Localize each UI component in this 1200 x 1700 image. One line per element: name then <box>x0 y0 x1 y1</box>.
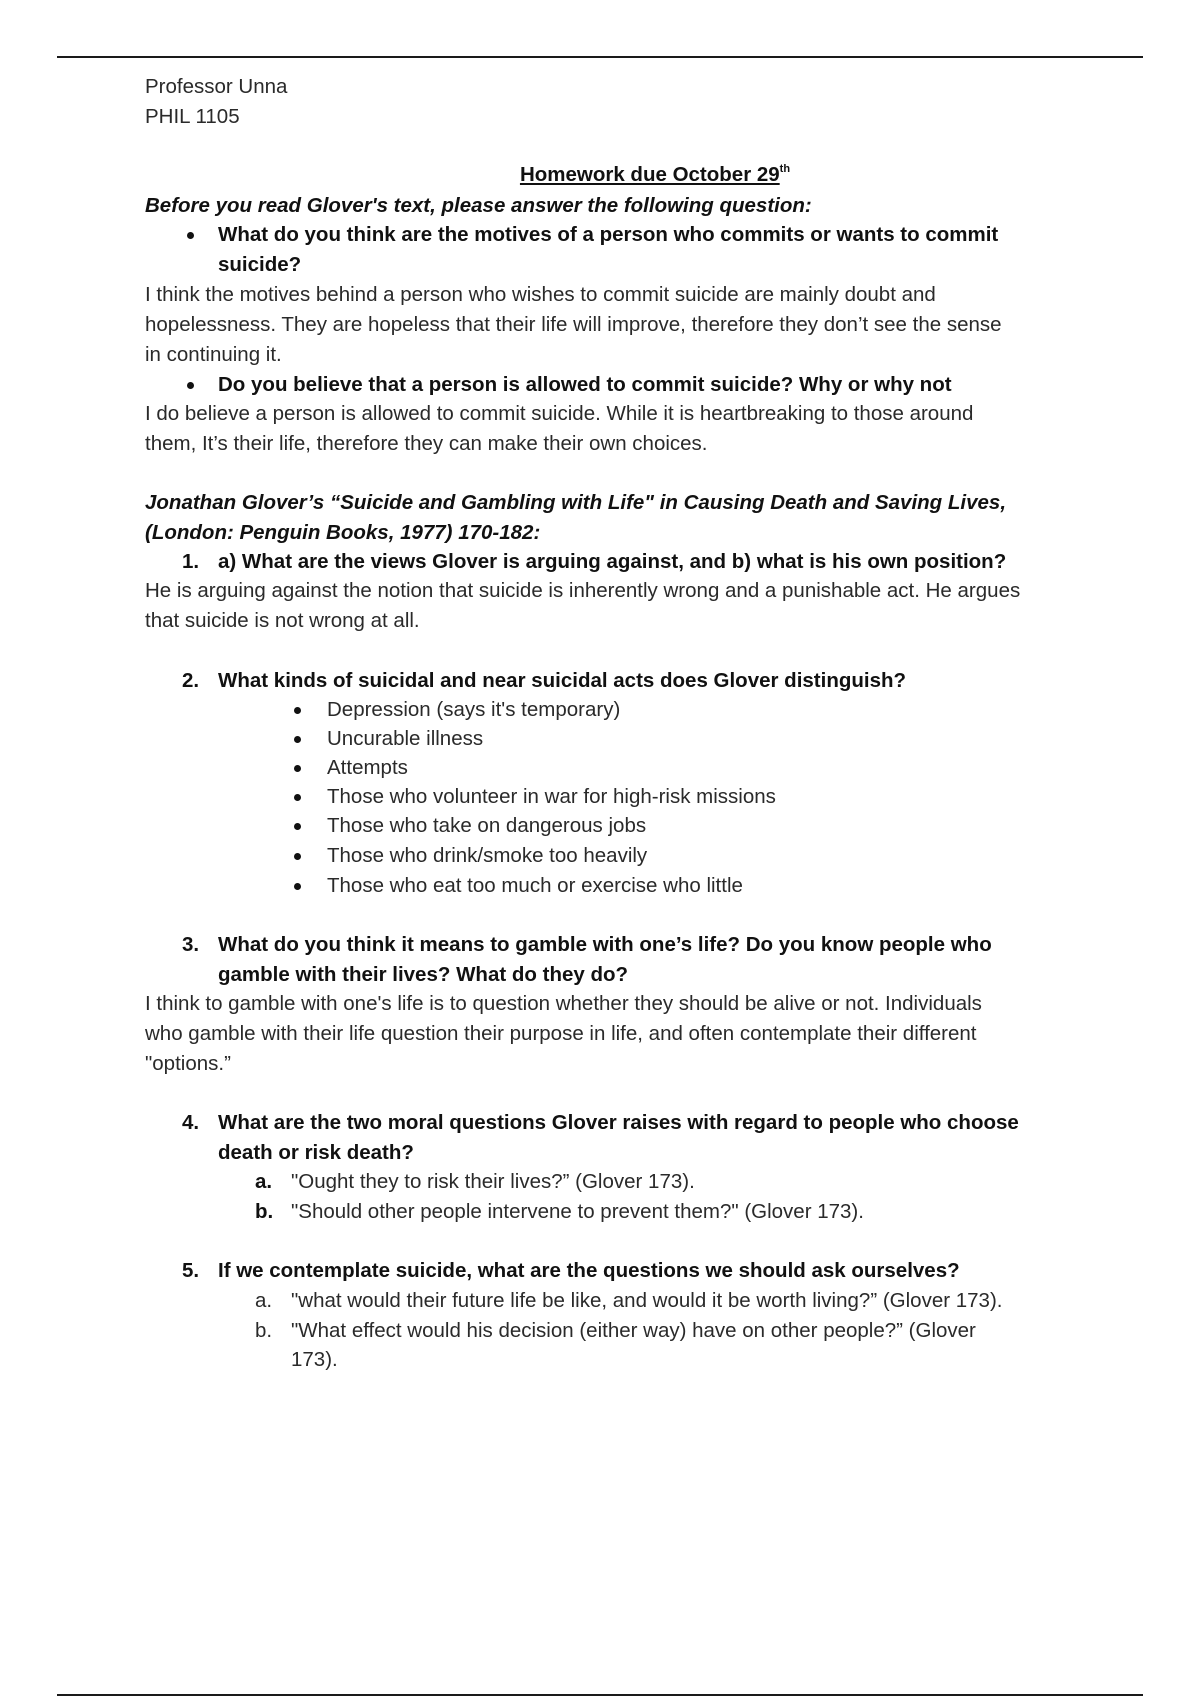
question-1-text: a) What are the views Glover is arguing against, and b) what is his own position? <box>218 550 1007 573</box>
list-item: Depression (says it's temporary) <box>327 698 621 721</box>
bullet-icon <box>294 883 301 890</box>
answer-3-line1: I think to gamble with one's life is to question whether they should be alive or not. Individuals <box>145 992 982 1015</box>
question-5-number: 5. <box>182 1259 200 1282</box>
pre-answer-1-line1: I think the motives behind a person who wishes to commit suicide are mainly doubt and <box>145 283 936 306</box>
bullet-icon <box>294 853 301 860</box>
reading-citation-line2: (London: Penguin Books, 1977) 170-182: <box>145 521 541 544</box>
answer-3-line2: who gamble with their life question their purpose in life, and often contemplate their different <box>145 1022 977 1045</box>
top-rule <box>57 56 1143 58</box>
sub-label-b: b. <box>255 1200 274 1223</box>
sub-label-a: a. <box>255 1289 273 1312</box>
question-2-number: 2. <box>182 669 200 692</box>
list-item: Those who volunteer in war for high-risk missions <box>327 785 776 808</box>
sub-item: "Should other people intervene to prevent them?" (Glover 173). <box>291 1200 864 1223</box>
list-item: Those who drink/smoke too heavily <box>327 844 648 867</box>
bottom-rule <box>57 1694 1143 1696</box>
sub-item: "What effect would his decision (either way) have on other people?” (Glover <box>291 1319 976 1342</box>
question-4-line1: What are the two moral questions Glover raises with regard to people who choose <box>218 1111 1019 1134</box>
answer-1-line1: He is arguing against the notion that suicide is inherently wrong and a punishable act. He argues <box>145 579 1021 602</box>
sub-item: "Ought they to risk their lives?” (Glover 173). <box>291 1170 695 1193</box>
question-5-text: If we contemplate suicide, what are the questions we should ask ourselves? <box>218 1259 960 1282</box>
pre-answer-1-line3: in continuing it. <box>145 343 282 366</box>
sub-item: "what would their future life be like, and would it be worth living?” (Glover 173). <box>291 1289 1003 1312</box>
pre-answer-2-line2: them, It’s their life, therefore they can make their own choices. <box>145 432 708 455</box>
question-2-text: What kinds of suicidal and near suicidal acts does Glover distinguish? <box>218 669 907 692</box>
course-code: PHIL 1105 <box>145 105 240 128</box>
pre-question-2: Do you believe that a person is allowed to commit suicide? Why or why not <box>218 373 952 396</box>
pre-reading-prompt: Before you read Glover's text, please answer the following question: <box>145 194 812 217</box>
question-3-number: 3. <box>182 933 200 956</box>
pre-answer-1-line2: hopelessness. They are hopeless that their life will improve, therefore they don’t see the sense <box>145 313 1002 336</box>
question-1-number: 1. <box>182 550 200 573</box>
sub-label-a: a. <box>255 1170 273 1193</box>
reading-citation-line1: Jonathan Glover’s “Suicide and Gambling with Life" in Causing Death and Saving Lives, <box>145 491 1007 514</box>
list-item: Attempts <box>327 756 408 779</box>
answer-1-line2: that suicide is not wrong at all. <box>145 609 420 632</box>
sub-label-b: b. <box>255 1319 273 1342</box>
list-item: Those who take on dangerous jobs <box>327 814 647 837</box>
page-title <box>145 160 1105 190</box>
title-superscript: th <box>779 163 791 176</box>
bullet-icon <box>294 707 301 714</box>
question-4-number: 4. <box>182 1111 200 1134</box>
bullet-icon <box>294 823 301 830</box>
bullet-icon <box>294 794 301 801</box>
question-3-line1: What do you think it means to gamble with one’s life? Do you know people who <box>218 933 992 956</box>
instructor-name: Professor Unna <box>145 75 288 98</box>
list-item: Those who eat too much or exercise who little <box>327 874 743 897</box>
pre-question-1-line2: suicide? <box>218 253 302 276</box>
pre-question-1-line1: What do you think are the motives of a person who commits or wants to commit <box>218 223 999 246</box>
list-item: Uncurable illness <box>327 727 484 750</box>
title-text: Homework due October 29 <box>519 163 780 186</box>
answer-3-line3: "options.” <box>145 1052 231 1075</box>
bullet-icon <box>187 382 194 389</box>
bullet-icon <box>294 736 301 743</box>
question-4-line2: death or risk death? <box>218 1141 414 1164</box>
pre-answer-2-line1: I do believe a person is allowed to commit suicide. While it is heartbreaking to those around <box>145 402 974 425</box>
sub-item-continuation: 173). <box>291 1348 338 1371</box>
bullet-icon <box>294 765 301 772</box>
bullet-icon <box>187 232 194 239</box>
question-3-line2: gamble with their lives? What do they do? <box>218 963 629 986</box>
